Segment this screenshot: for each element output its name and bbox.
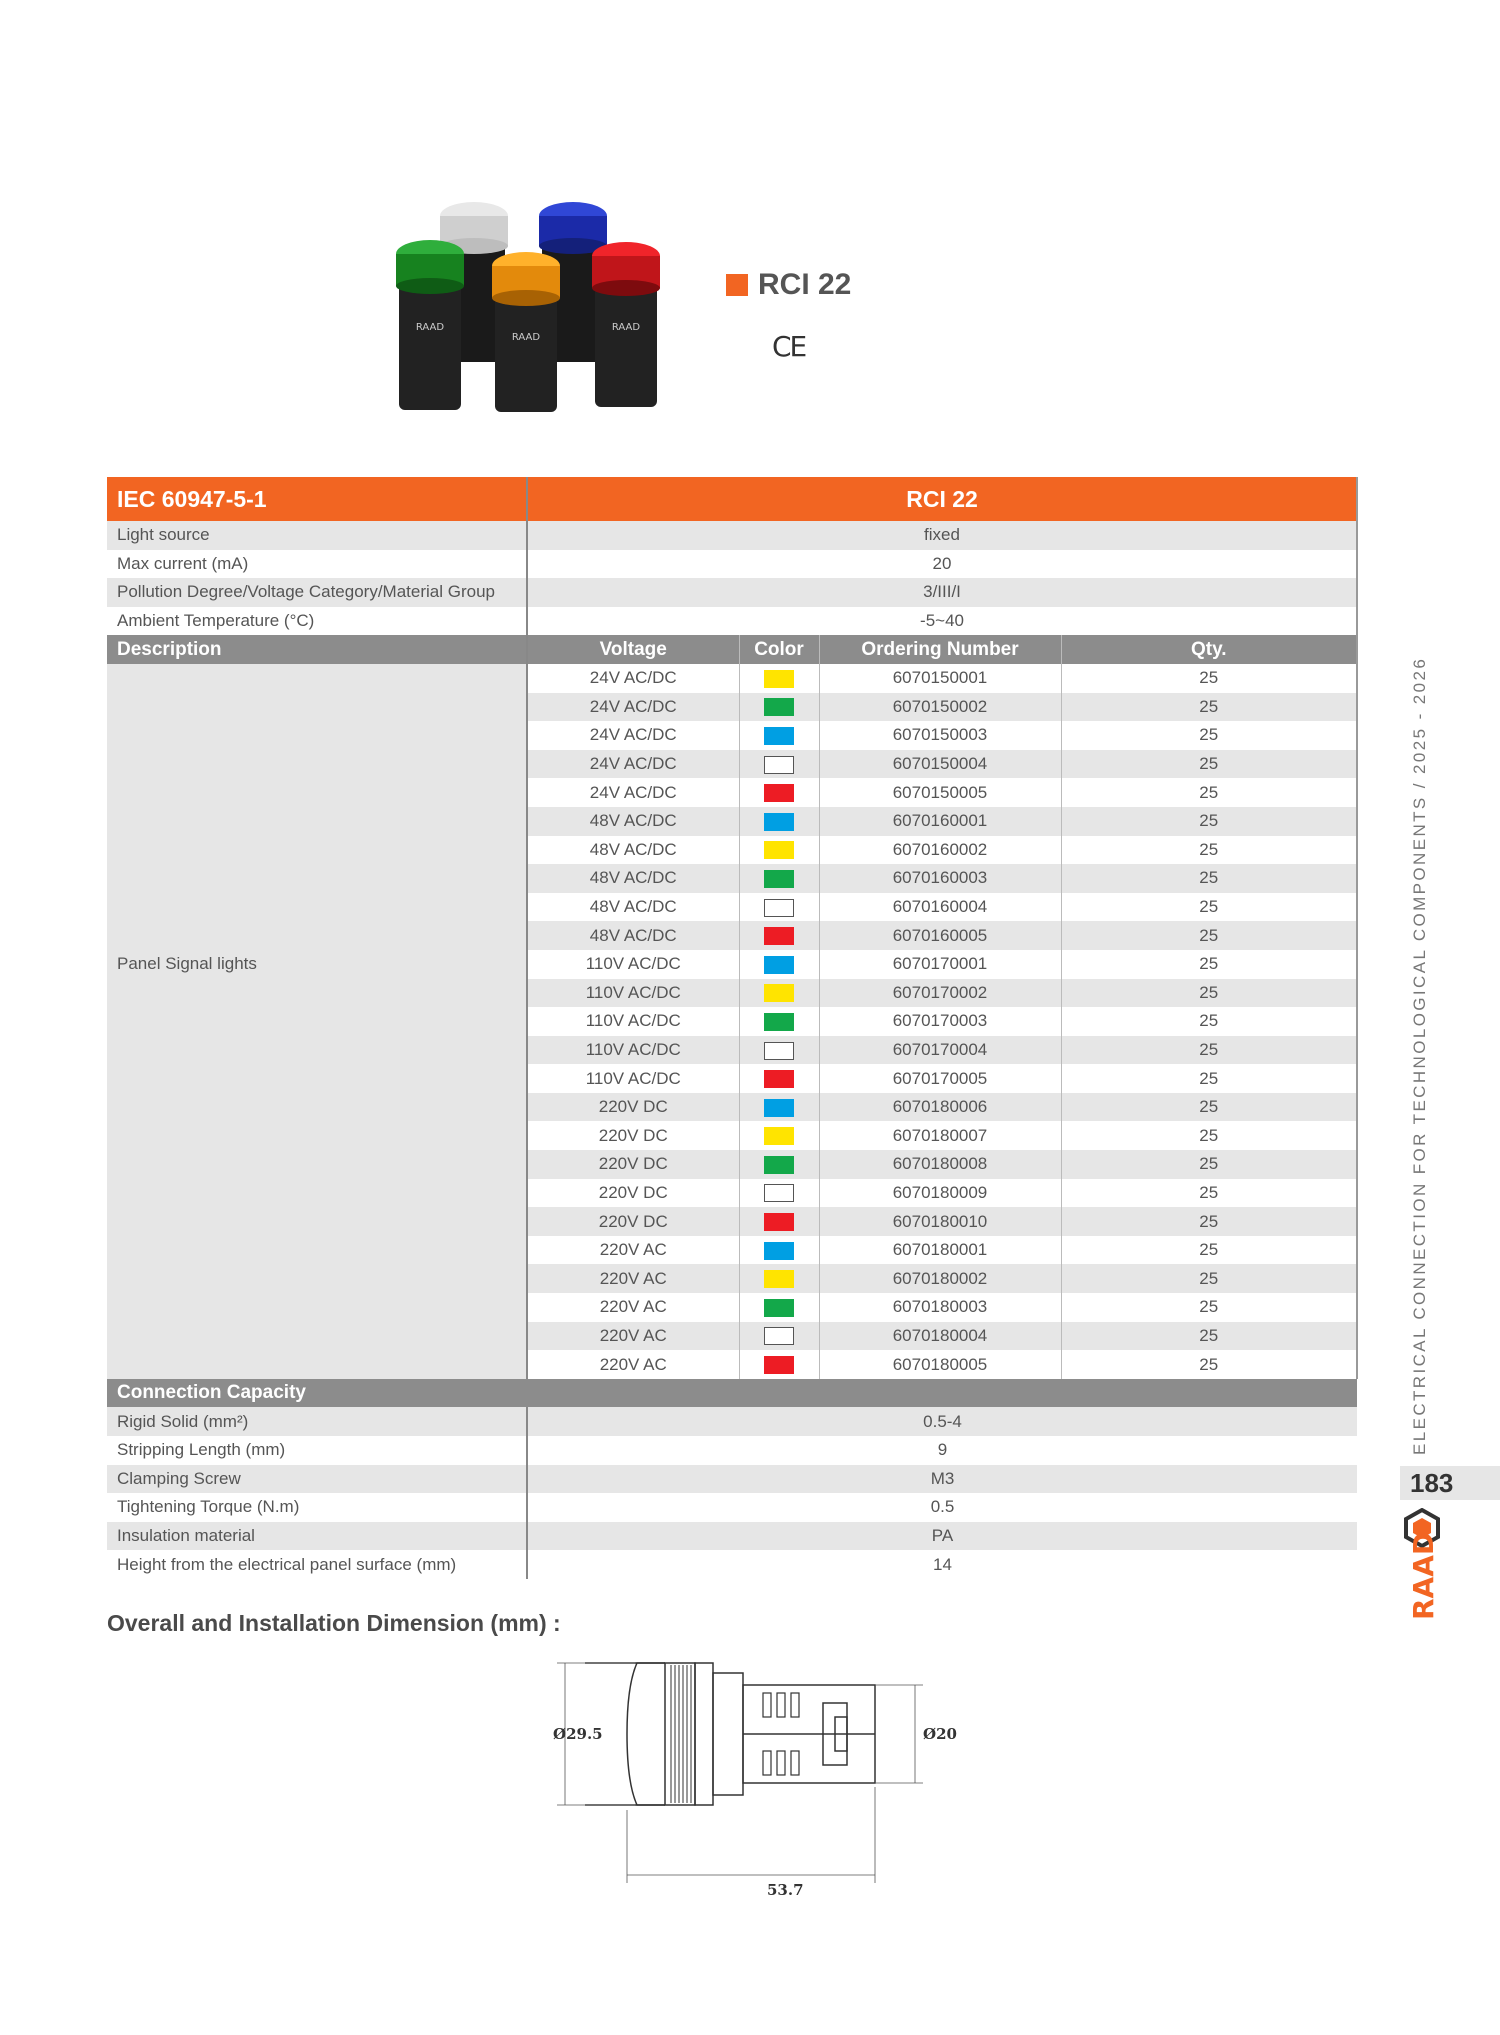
voltage-cell: 48V AC/DC [527, 893, 739, 922]
dimension-drawing [545, 1645, 1005, 1905]
voltage-cell: 220V AC [527, 1350, 739, 1379]
ordering-number-cell: 6070170004 [819, 1036, 1061, 1065]
voltage-cell: 220V AC [527, 1293, 739, 1322]
voltage-cell: 220V AC [527, 1264, 739, 1293]
column-description: Description [107, 635, 527, 664]
connection-value: 9 [527, 1436, 1357, 1465]
color-swatch [764, 927, 794, 945]
voltage-cell: 110V AC/DC [527, 979, 739, 1008]
length-label: 53.7 [767, 1881, 804, 1899]
connection-label: Insulation material [107, 1522, 527, 1551]
voltage-cell: 24V AC/DC [527, 750, 739, 779]
connection-value: PA [527, 1522, 1357, 1551]
description-cell-empty [107, 1350, 527, 1379]
qty-cell: 25 [1061, 721, 1357, 750]
qty-cell: 25 [1061, 1150, 1357, 1179]
description-cell: Panel Signal lights [107, 664, 527, 1264]
spec-table [107, 477, 1358, 1579]
description-cell-empty [107, 1293, 527, 1322]
ordering-number-cell: 6070180001 [819, 1236, 1061, 1265]
raad-logo [1402, 1508, 1442, 1623]
qty-cell: 25 [1061, 1121, 1357, 1150]
property-value: 20 [527, 550, 1357, 579]
color-swatch [764, 899, 794, 917]
color-cell [739, 864, 819, 893]
color-cell [739, 1093, 819, 1122]
voltage-cell: 220V DC [527, 1207, 739, 1236]
voltage-cell: 220V DC [527, 1093, 739, 1122]
voltage-cell: 220V AC [527, 1236, 739, 1265]
voltage-cell: 220V DC [527, 1150, 739, 1179]
color-cell [739, 1064, 819, 1093]
table-row [107, 1264, 1357, 1293]
qty-cell: 25 [1061, 864, 1357, 893]
product-title [726, 268, 851, 302]
color-swatch [764, 1127, 794, 1145]
description-cell-empty [107, 1322, 527, 1351]
color-cell [739, 693, 819, 722]
property-row [107, 550, 1357, 579]
property-label: Max current (mA) [107, 550, 527, 579]
ordering-number-cell: 6070180003 [819, 1293, 1061, 1322]
property-row [107, 578, 1357, 607]
qty-cell: 25 [1061, 836, 1357, 865]
color-cell [739, 1150, 819, 1179]
color-swatch [764, 698, 794, 716]
column-voltage: Voltage [527, 635, 739, 664]
product-photo [385, 200, 685, 415]
green-lamp [396, 240, 464, 410]
table-row [107, 1322, 1357, 1351]
color-cell [739, 1264, 819, 1293]
diameter-front-label: Ø29.5 [553, 1725, 603, 1743]
product-name: RCI 22 [758, 268, 852, 301]
qty-cell: 25 [1061, 950, 1357, 979]
column-qty: Qty. [1061, 635, 1357, 664]
ordering-number-cell: 6070160004 [819, 893, 1061, 922]
qty-cell: 25 [1061, 1264, 1357, 1293]
property-row [107, 607, 1357, 636]
color-swatch [764, 984, 794, 1002]
color-swatch [764, 813, 794, 831]
photo-brand-label: RAAD [611, 322, 641, 333]
property-value: -5~40 [527, 607, 1357, 636]
standard-header: IEC 60947-5-1 [107, 477, 527, 521]
ordering-number-cell: 6070170003 [819, 1007, 1061, 1036]
color-swatch [764, 1327, 794, 1345]
property-value: 3/III/I [527, 578, 1357, 607]
ordering-number-cell: 6070180005 [819, 1350, 1061, 1379]
color-swatch [764, 1184, 794, 1202]
color-swatch [764, 956, 794, 974]
ordering-number-cell: 6070160003 [819, 864, 1061, 893]
voltage-cell: 110V AC/DC [527, 1007, 739, 1036]
color-cell [739, 1179, 819, 1208]
qty-cell: 25 [1061, 921, 1357, 950]
ordering-number-cell: 6070150005 [819, 778, 1061, 807]
column-color: Color [739, 635, 819, 664]
color-swatch [764, 1013, 794, 1031]
color-swatch [764, 1356, 794, 1374]
qty-cell: 25 [1061, 1093, 1357, 1122]
color-cell [739, 664, 819, 693]
table-row [107, 1293, 1357, 1322]
qty-cell: 25 [1061, 693, 1357, 722]
connection-label: Stripping Length (mm) [107, 1436, 527, 1465]
voltage-cell: 110V AC/DC [527, 1036, 739, 1065]
connection-value: 14 [527, 1550, 1357, 1579]
ordering-number-cell: 6070180008 [819, 1150, 1061, 1179]
product-header: RCI 22 [527, 477, 1357, 521]
color-cell [739, 1350, 819, 1379]
voltage-cell: 24V AC/DC [527, 721, 739, 750]
voltage-cell: 48V AC/DC [527, 921, 739, 950]
color-cell [739, 836, 819, 865]
color-cell [739, 893, 819, 922]
color-swatch [764, 727, 794, 745]
color-swatch [764, 1099, 794, 1117]
property-label: Light source [107, 521, 527, 550]
qty-cell: 25 [1061, 778, 1357, 807]
connection-label: Height from the electrical panel surface (mm) [107, 1550, 527, 1579]
qty-cell: 25 [1061, 1179, 1357, 1208]
voltage-cell: 110V AC/DC [527, 950, 739, 979]
color-swatch [764, 1270, 794, 1288]
orange-lamp [492, 252, 560, 412]
voltage-cell: 48V AC/DC [527, 864, 739, 893]
color-cell [739, 807, 819, 836]
color-swatch [764, 1299, 794, 1317]
connection-title: Connection Capacity [107, 1379, 1357, 1408]
color-cell [739, 721, 819, 750]
logo-text: RAAD [1407, 1531, 1440, 1620]
connection-value: M3 [527, 1465, 1357, 1494]
ce-mark: CE [772, 330, 806, 363]
column-ordering: Ordering Number [819, 635, 1061, 664]
ordering-number-cell: 6070160005 [819, 921, 1061, 950]
ordering-number-cell: 6070180009 [819, 1179, 1061, 1208]
voltage-cell: 24V AC/DC [527, 693, 739, 722]
voltage-cell: 24V AC/DC [527, 778, 739, 807]
connection-row [107, 1550, 1357, 1579]
color-cell [739, 979, 819, 1008]
qty-cell: 25 [1061, 750, 1357, 779]
qty-cell: 25 [1061, 1236, 1357, 1265]
ordering-number-cell: 6070160002 [819, 836, 1061, 865]
voltage-cell: 110V AC/DC [527, 1064, 739, 1093]
color-swatch [764, 784, 794, 802]
color-swatch [764, 1070, 794, 1088]
column-header-row [107, 635, 1357, 664]
color-swatch [764, 870, 794, 888]
ordering-number-cell: 6070150001 [819, 664, 1061, 693]
title-square-icon [726, 274, 748, 296]
diameter-body-label: Ø20 [923, 1725, 957, 1743]
photo-brand-label: RAAD [415, 322, 445, 333]
color-cell [739, 1322, 819, 1351]
connection-row [107, 1436, 1357, 1465]
connection-value: 0.5-4 [527, 1407, 1357, 1436]
page-number: 183 [1410, 1468, 1454, 1498]
photo-brand-label: RAAD [511, 332, 541, 343]
color-cell [739, 921, 819, 950]
side-caption: ELECTRICAL CONNECTION FOR TECHNOLOGICAL COMPONENTS / 2025 - 2026 [1410, 656, 1429, 1455]
red-lamp [592, 242, 660, 407]
color-cell [739, 1121, 819, 1150]
qty-cell: 25 [1061, 1293, 1357, 1322]
ordering-number-cell: 6070170001 [819, 950, 1061, 979]
property-label: Ambient Temperature (°C) [107, 607, 527, 636]
color-swatch [764, 756, 794, 774]
table-row [107, 1350, 1357, 1379]
qty-cell: 25 [1061, 1350, 1357, 1379]
qty-cell: 25 [1061, 1007, 1357, 1036]
color-swatch [764, 670, 794, 688]
property-value: fixed [527, 521, 1357, 550]
voltage-cell: 220V AC [527, 1322, 739, 1351]
connection-label: Clamping Screw [107, 1465, 527, 1494]
ordering-number-cell: 6070150002 [819, 693, 1061, 722]
ordering-number-cell: 6070180002 [819, 1264, 1061, 1293]
connection-row [107, 1522, 1357, 1551]
connection-header-row [107, 1379, 1357, 1408]
color-cell [739, 1293, 819, 1322]
color-cell [739, 1007, 819, 1036]
voltage-cell: 48V AC/DC [527, 836, 739, 865]
dimension-title: Overall and Installation Dimension (mm) : [107, 1610, 561, 1636]
color-cell [739, 778, 819, 807]
qty-cell: 25 [1061, 893, 1357, 922]
voltage-cell: 48V AC/DC [527, 807, 739, 836]
qty-cell: 25 [1061, 1036, 1357, 1065]
table-row [107, 664, 1357, 693]
qty-cell: 25 [1061, 807, 1357, 836]
color-swatch [764, 1042, 794, 1060]
voltage-cell: 220V DC [527, 1179, 739, 1208]
color-swatch [764, 1156, 794, 1174]
qty-cell: 25 [1061, 664, 1357, 693]
qty-cell: 25 [1061, 979, 1357, 1008]
connection-row [107, 1465, 1357, 1494]
color-cell [739, 1207, 819, 1236]
color-cell [739, 950, 819, 979]
voltage-cell: 24V AC/DC [527, 664, 739, 693]
ordering-number-cell: 6070180010 [819, 1207, 1061, 1236]
color-swatch [764, 1213, 794, 1231]
property-row [107, 521, 1357, 550]
connection-value: 0.5 [527, 1493, 1357, 1522]
connection-row [107, 1493, 1357, 1522]
color-cell [739, 1236, 819, 1265]
qty-cell: 25 [1061, 1064, 1357, 1093]
color-swatch [764, 841, 794, 859]
connection-label: Rigid Solid (mm²) [107, 1407, 527, 1436]
ordering-number-cell: 6070170005 [819, 1064, 1061, 1093]
qty-cell: 25 [1061, 1207, 1357, 1236]
ordering-number-cell: 6070160001 [819, 807, 1061, 836]
ordering-number-cell: 6070150004 [819, 750, 1061, 779]
connection-label: Tightening Torque (N.m) [107, 1493, 527, 1522]
ordering-number-cell: 6070180004 [819, 1322, 1061, 1351]
description-cell-empty [107, 1264, 527, 1293]
connection-row [107, 1407, 1357, 1436]
qty-cell: 25 [1061, 1322, 1357, 1351]
color-cell [739, 1036, 819, 1065]
ordering-number-cell: 6070150003 [819, 721, 1061, 750]
color-swatch [764, 1242, 794, 1260]
ordering-number-cell: 6070180006 [819, 1093, 1061, 1122]
ordering-number-cell: 6070170002 [819, 979, 1061, 1008]
color-cell [739, 750, 819, 779]
ordering-number-cell: 6070180007 [819, 1121, 1061, 1150]
property-label: Pollution Degree/Voltage Category/Material Group [107, 578, 527, 607]
voltage-cell: 220V DC [527, 1121, 739, 1150]
table-header-row [107, 477, 1357, 521]
